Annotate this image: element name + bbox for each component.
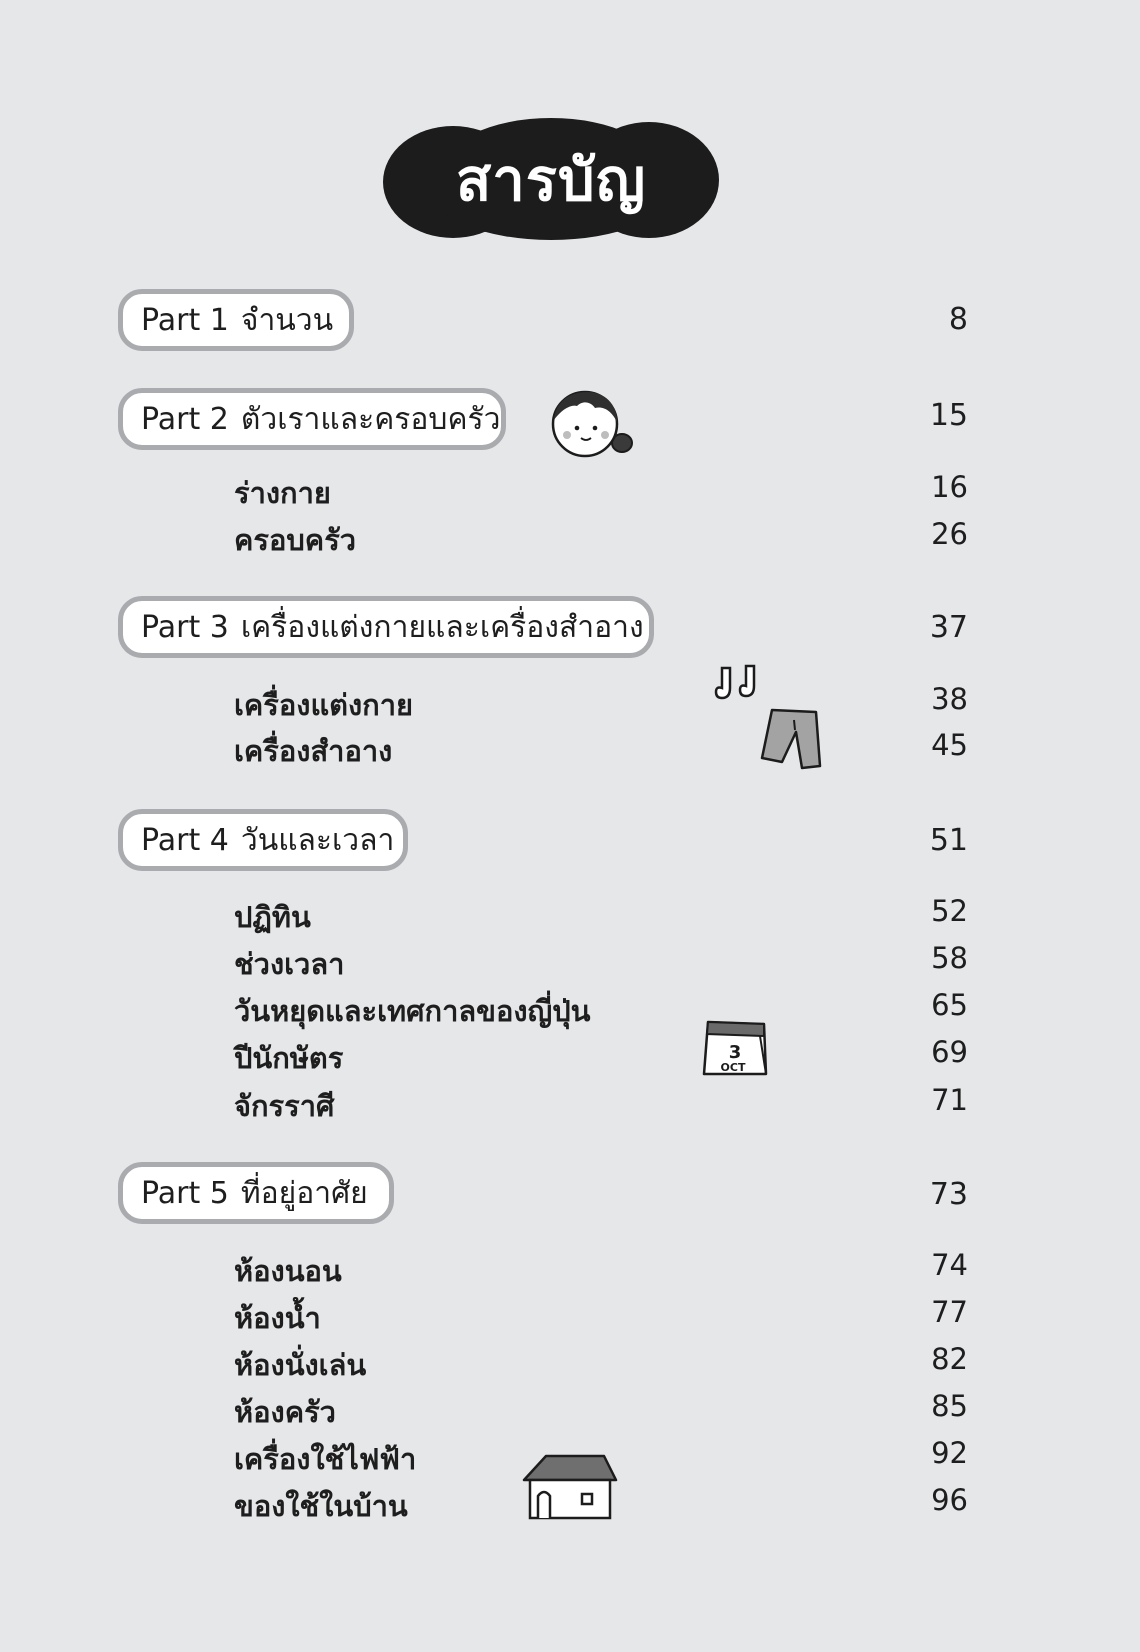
toc-entry-page: 74 [931, 1248, 968, 1282]
toc-entry-title: จักรราศี [234, 1089, 335, 1123]
part-2-heading [118, 388, 506, 450]
page-title: สารบัญ [455, 145, 647, 214]
toc-entry-title: เครื่องใช้ไฟฟ้า [234, 1442, 417, 1476]
calendar-day: 3 [728, 1042, 742, 1063]
part-1-page: 8 [948, 302, 968, 337]
socks-icon [714, 664, 770, 704]
part-label: Part 3 [141, 609, 229, 645]
toc-entry-page: 69 [931, 1035, 968, 1069]
toc-entry-page: 26 [931, 517, 968, 551]
toc-entry-title: เครื่องสำอาง [234, 734, 393, 768]
part-title: ตัวเราและครอบครัว [240, 401, 501, 437]
toc-entry-page: 71 [931, 1083, 968, 1117]
toc-title-badge [383, 116, 719, 242]
toc-entry-page: 96 [931, 1483, 968, 1517]
part-title: เครื่องแต่งกายและเครื่องสำอาง [240, 609, 644, 645]
toc-entry-page: 82 [931, 1342, 968, 1376]
part-3-heading [118, 596, 654, 658]
part-5-page: 73 [929, 1177, 968, 1212]
part-label: Part 4 [141, 822, 229, 858]
part-4-heading [118, 809, 408, 871]
part-1-heading [118, 289, 354, 351]
toc-entry-page: 77 [931, 1295, 968, 1329]
toc-entry-page: 52 [931, 894, 968, 928]
part-title: ที่อยู่อาศัย [240, 1175, 368, 1211]
shorts-icon [758, 706, 824, 772]
calendar-icon [700, 1016, 770, 1082]
girl-face-icon [547, 388, 635, 458]
toc-entry-title: ห้องน้ำ [234, 1301, 321, 1335]
part-2-page: 15 [929, 398, 968, 433]
part-5-heading [118, 1162, 394, 1224]
toc-entry-title: ของใช้ในบ้าน [234, 1489, 408, 1523]
toc-entry-title: ปฏิทิน [234, 900, 311, 934]
part-4-page: 51 [929, 823, 968, 858]
toc-entry-title: ห้องนอน [234, 1254, 342, 1288]
toc-entry-page: 92 [931, 1436, 968, 1470]
toc-entry-title: ปีนักษัตร [234, 1041, 344, 1075]
part-3-page: 37 [929, 610, 968, 645]
toc-entry-title: เครื่องแต่งกาย [234, 688, 413, 722]
toc-entry-page: 45 [931, 728, 968, 762]
part-label: Part 1 [141, 302, 229, 338]
toc-entry-title: ร่างกาย [234, 476, 331, 510]
part-label: Part 5 [141, 1175, 229, 1211]
toc-entry-title: ครอบครัว [234, 523, 357, 557]
part-title: จำนวน [240, 302, 334, 338]
calendar-month: OCT [720, 1061, 746, 1074]
toc-entry-page: 16 [931, 470, 968, 504]
house-icon [522, 1452, 618, 1522]
toc-entry-title: ห้องนั่งเล่น [234, 1348, 367, 1382]
toc-entry-page: 38 [931, 682, 968, 716]
toc-entry-page: 65 [931, 988, 968, 1022]
part-title: วันและเวลา [240, 822, 395, 858]
toc-entry-title: ช่วงเวลา [234, 947, 345, 981]
part-label: Part 2 [141, 401, 229, 437]
toc-entry-title: ห้องครัว [234, 1395, 336, 1429]
toc-entry-page: 58 [931, 941, 968, 975]
toc-entry-title: วันหยุดและเทศกาลของญี่ปุ่น [234, 994, 591, 1028]
toc-entry-page: 85 [931, 1389, 968, 1423]
